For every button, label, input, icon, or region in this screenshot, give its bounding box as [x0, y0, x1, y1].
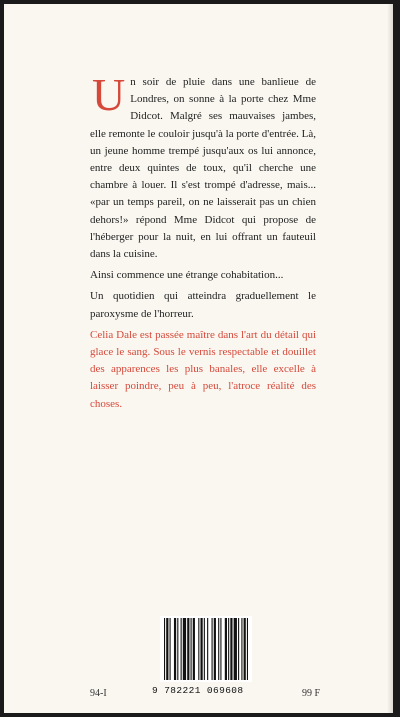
barcode-bar	[228, 618, 229, 680]
barcode-bar	[191, 618, 192, 680]
barcode-bar	[164, 618, 165, 680]
barcode-number: 9 782221 069608	[152, 685, 244, 696]
barcode-bar	[170, 618, 171, 680]
back-cover	[4, 4, 393, 713]
barcode-bar	[166, 618, 168, 680]
barcode-bar	[234, 618, 237, 680]
barcode-bars	[160, 616, 252, 682]
barcode-bar	[193, 618, 195, 680]
paragraph-intro	[90, 69, 316, 263]
price: 99 F	[302, 688, 321, 699]
isbn-barcode	[152, 616, 252, 700]
paragraph-intro-text: n soir de pluie dans une banlieue de Londres, on sonne à la porte chez Mme Didcot. Malgré ses mauvaises jambes, elle remonte le couloir jusqu'à la porte d'entrée. Là, un jeune homme trempé jusqu'aux os lui annonce, entre deux quintes de toux, qu'il cherche une chambre à louer. Il s'est trompé d'adresse, mais... «par un temps pareil, on ne laisserait pas un chien dehors!» répond Mme Didcot qui propose de l'héberger pour la nuit, en lui offrant un fauteuil dans la cuisine.	[90, 76, 316, 261]
barcode-bar	[174, 618, 176, 680]
barcode-bar	[212, 618, 213, 680]
paragraph-author: Celia Dale est passée maître dans l'art du détail qui glace le sang. Sous le vernis respectable et douillet des apparences les plus banales, elle excelle à laisser poindre, peu à peu, l'atroce réalité des choses.	[90, 328, 316, 410]
paragraph-cohabitation: Ainsi commence une étrange cohabitation...	[90, 269, 284, 282]
barcode-bar	[214, 618, 216, 680]
barcode-bar	[218, 618, 219, 680]
barcode-bar	[187, 618, 189, 680]
blurb	[90, 69, 316, 417]
barcode-bar	[238, 618, 239, 680]
barcode-bar	[225, 618, 227, 680]
barcode-bar	[247, 618, 248, 680]
barcode-bar	[177, 618, 178, 680]
barcode-bar	[220, 618, 221, 680]
barcode-bar	[200, 618, 202, 680]
paragraph-horror: Un quotidien qui atteindra graduellement le paroxysme de l'horreur.	[90, 290, 316, 320]
barcode-bar	[241, 618, 242, 680]
barcode-bar	[181, 618, 182, 680]
barcode-bar	[230, 618, 232, 680]
barcode-bar	[207, 618, 208, 680]
barcode-bar	[244, 618, 246, 680]
barcode-bar	[183, 618, 186, 680]
catalog-code: 94-I	[90, 688, 107, 699]
barcode-bar	[198, 618, 199, 680]
barcode-bar	[204, 618, 205, 680]
drop-cap: U	[92, 69, 126, 120]
